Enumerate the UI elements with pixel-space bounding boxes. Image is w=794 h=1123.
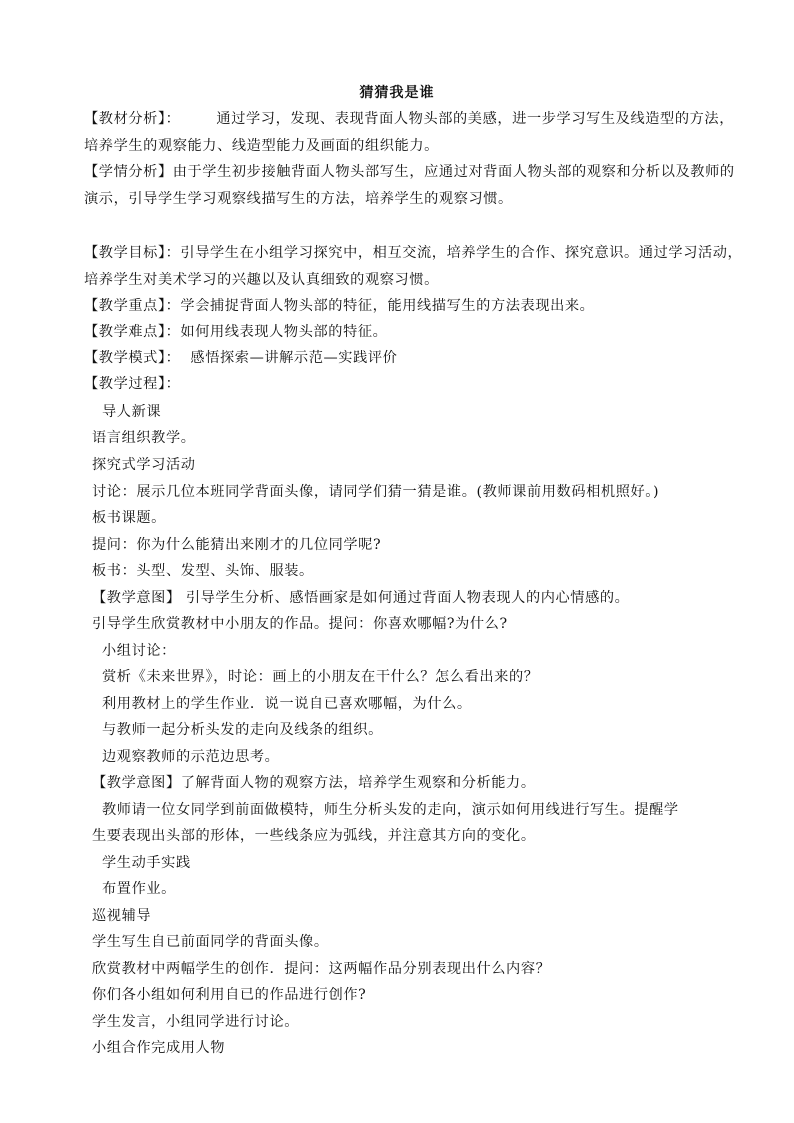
process-line: 欣赏教材中两幅学生的创作．提问：这两幅作品分别表现出什么内容？: [92, 961, 551, 977]
process-label: 【教学过程】：: [84, 376, 181, 392]
process-line: 小组合作完成用人物: [92, 1040, 226, 1056]
focus-label: 【教学重点】：: [84, 298, 181, 314]
process-line: 【教学意图】 引导学生分析、感悟画家是如何通过背面人物表现人的内心情感的。: [92, 590, 630, 606]
mode-text: 感悟探索—讲解示范—实践评价: [190, 350, 398, 366]
process-line: 学生动手实践: [102, 855, 191, 871]
goal-label: 【教学目标】：: [84, 245, 181, 261]
process-label-line: [84, 374, 180, 394]
focus-text: 学会捕捉背面人物头部的特征，能用线描写生的方法表现出来。: [180, 298, 595, 314]
situation-paragraph: [84, 159, 744, 213]
mode-label: 【教学模式】：: [84, 350, 181, 366]
difficulty-text: 如何用线表现人物头部的特征。: [180, 324, 388, 340]
process-line: 语言组织教学。: [92, 430, 196, 446]
process-line: 探究式学习活动: [92, 457, 196, 473]
process-line: 学生写生自已前面同学的背面头像。: [92, 934, 329, 950]
goal-text: 引导学生在小组学习探究中，相互交流，培养学生的合作、探究意识。通过学习活动，培养学生对美术学习的兴趣以及认真细致的观察习惯。: [84, 245, 743, 288]
process-line: 赏析《未来世界》，时论：画上的小朋友在干什么？怎么看出来的？: [102, 669, 539, 685]
analysis-text: 通过学习，发现、表现背面人物头部的美感，进一步学习写生及线造型的方法，培养学生的观察能力、线造型能力及画面的组织能力。: [84, 111, 734, 154]
analysis-label: 【教材分析】：: [84, 111, 181, 127]
process-line: 导人新课: [102, 404, 162, 420]
difficulty-label: 【教学难点】：: [84, 324, 181, 340]
process-line: 与教师一起分析头发的走向及线条的组织。: [102, 722, 383, 738]
process-line: 板书课题。: [92, 510, 166, 526]
difficulty-line: [84, 322, 387, 342]
goal-paragraph: [84, 240, 744, 294]
process-line: 你们各小组如何利用自已的作品进行创作?: [92, 987, 367, 1003]
situation-text: 由于学生初步接触背面人物头部写生，应通过对背面人物头部的观察和分析以及教师的演示，引导学生学习观察线描写生的方法，培养学生的观察习惯。: [84, 164, 735, 207]
situation-label: 【学情分析】: [84, 164, 173, 180]
process-line: 利用教材上的学生作业．说一说自已喜欢哪幅，为什么。: [102, 696, 472, 712]
process-line: 讨论：展示几位本班同学背面头像，请同学们猜一猜是谁。(教师课前用数码相机照好。): [92, 484, 660, 500]
process-line: 生要表现出头部的形体，一些线条应为弧线，并注意其方向的变化。: [92, 828, 536, 844]
focus-line: [84, 296, 594, 316]
process-line: 边观察教师的示范边思考。: [102, 749, 280, 765]
document-title: 猜猜我是谁: [359, 85, 435, 101]
process-line: 学生发言，小组同学进行讨论。: [92, 1014, 300, 1030]
process-line: 教师请一位女同学到前面做模特，师生分析头发的走向，演示如何用线进行写生。提醒学: [102, 802, 679, 818]
process-line: 【教学意图】了解背面人物的观察方法，培养学生观察和分析能力。: [92, 775, 536, 791]
process-line: 提问：你为什么能猜出来刚才的几位同学呢?: [92, 537, 382, 553]
process-line: 布置作业。: [102, 881, 176, 897]
mode-line: [84, 348, 397, 368]
process-line: 巡视辅导: [92, 908, 152, 924]
process-line: 引导学生欣赏教材中小朋友的作品。提问：你喜欢哪幅?为什么?: [92, 616, 508, 632]
process-line: 板书：头型、发型、头饰、服装。: [92, 563, 314, 579]
process-line: 小组讨论：: [102, 643, 176, 659]
analysis-paragraph: [84, 106, 744, 160]
